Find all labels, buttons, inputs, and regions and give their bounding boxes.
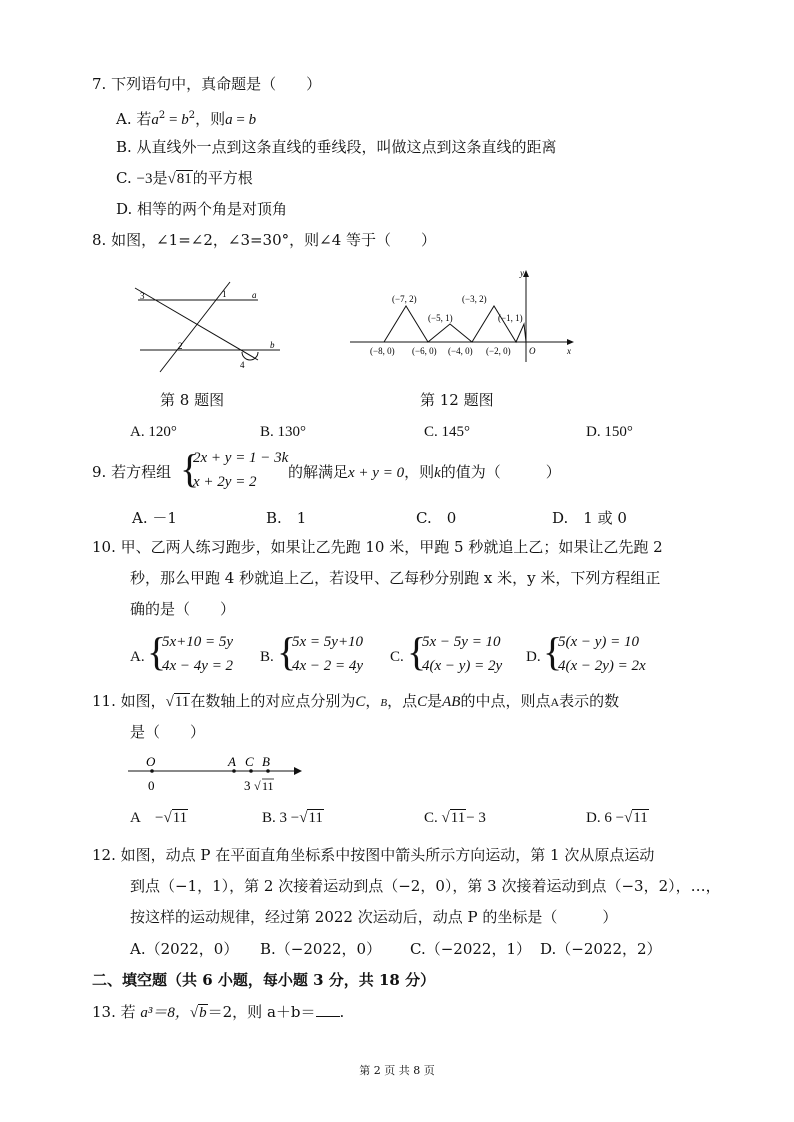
svg-text:(−2, 0): (−2, 0): [486, 346, 511, 356]
q7-option-b: B. 从直线外一点到这条直线的垂线段，叫做这点到这条直线的距离: [116, 138, 557, 156]
fig12-x-label: x: [567, 346, 571, 356]
q7-option-c: C. −3是√81的平方根: [116, 169, 253, 187]
q10-line-3: 确的是（ ）: [130, 600, 236, 618]
q8-option-c: C. 145°: [424, 424, 471, 440]
q12-option-a: A.（2022，0）: [130, 940, 239, 958]
q10-a-brace: {: [147, 629, 167, 674]
fig12-caption: 第 12 题图: [420, 391, 494, 409]
q11-option-b: B. 3 −√11: [262, 810, 323, 826]
q8-option-b: B. 130°: [260, 424, 307, 440]
q11-line-1: 11. 如图，√11在数轴上的对应点分别为C，B，点C是AB的中点，则点A表示的数: [92, 692, 620, 710]
q11-option-c: C. √11− 3: [424, 810, 486, 826]
q9-condition: 的解满足x + y = 0，则k的值为（ ）: [288, 463, 561, 481]
fig12-y-label: y: [520, 268, 524, 278]
svg-text:11: 11: [262, 779, 274, 793]
figure-12: [348, 266, 584, 366]
q13: 13. 若 a³＝8，√b＝2，则 a＋b＝ .: [92, 1003, 345, 1021]
q11-number-line: [126, 752, 306, 796]
q13-answer-blank[interactable]: [316, 1002, 340, 1017]
svg-text:3: 3: [244, 778, 251, 793]
fig8-caption: 第 8 题图: [160, 391, 225, 409]
q10-option-d-label: D.: [526, 649, 541, 665]
svg-text:B: B: [262, 754, 270, 769]
svg-text:(−6, 0): (−6, 0): [412, 346, 437, 356]
svg-text:C: C: [245, 754, 254, 769]
q8-option-a: A. 120°: [130, 424, 177, 440]
page-footer: 第 2 页 共 8 页: [359, 1064, 435, 1077]
q9-option-a: A. －1: [132, 509, 177, 527]
q8-stem: 8. 如图，∠1=∠2，∠3=30°，则∠4 等于（ ）: [92, 231, 437, 249]
q12-line-1: 12. 如图，动点 P 在平面直角坐标系中按图中箭头所示方向运动，第 1 次从原点运动: [92, 846, 655, 864]
q9-option-b: B. 1: [266, 509, 307, 527]
fig12-origin: O: [529, 346, 536, 356]
q12-option-b: B.（−2022，0）: [260, 940, 382, 958]
svg-text:0: 0: [148, 778, 155, 793]
svg-text:(−5, 1): (−5, 1): [428, 313, 453, 323]
q9-option-c: C. 0: [416, 509, 457, 527]
q12-line-2: 到点（−1，1），第 2 次接着运动到点（−2，0），第 3 次接着运动到点（−3，2），…，: [130, 877, 721, 895]
q10-line-1: 10. 甲、乙两人练习跑步，如果让乙先跑 10 米，甲跑 5 秒就追上乙；如果让乙先跑 2: [92, 538, 663, 556]
q9-option-d: D. 1 或 0: [552, 509, 627, 527]
q11-option-a: A −√11: [130, 810, 188, 826]
q8-option-d: D. 150°: [586, 424, 633, 440]
q10-d-brace: {: [543, 629, 563, 674]
fig8-label-b: b: [270, 340, 275, 350]
q9-pre: 9. 若方程组: [92, 463, 172, 481]
fig8-label-3: 3: [140, 291, 145, 301]
svg-text:(−7, 2): (−7, 2): [392, 294, 417, 304]
svg-text:(−1, 1): (−1, 1): [498, 313, 523, 323]
q12-line-3: 按这样的运动规律，经过第 2022 次运动后，动点 P 的坐标是（ ）: [130, 908, 618, 926]
svg-text:A: A: [228, 754, 236, 769]
svg-text:(−4, 0): (−4, 0): [448, 346, 473, 356]
fig8-label-2: 2: [178, 341, 183, 351]
figure-8: [130, 280, 290, 375]
fig8-label-1: 1: [222, 289, 227, 299]
q9-brace: {: [180, 446, 200, 491]
q10-c-brace: {: [407, 629, 427, 674]
q10-b-brace: {: [277, 629, 297, 674]
transversal-2: [160, 282, 230, 372]
q11-line-2: 是（ ）: [130, 723, 206, 741]
section-2-title: 二、填空题（共 6 小题，每小题 3 分，共 18 分）: [92, 971, 436, 989]
fig8-label-4: 4: [240, 360, 245, 370]
svg-text:√: √: [254, 779, 261, 793]
q7-option-d: D. 相等的两个角是对顶角: [116, 200, 288, 218]
q10-option-a-label: A.: [130, 649, 145, 665]
q12-option-d: D.（−2022，2）: [540, 940, 662, 958]
transversal-1: [135, 288, 258, 360]
fig8-label-a: a: [252, 290, 257, 300]
svg-text:(−8, 0): (−8, 0): [370, 346, 395, 356]
q10-option-b-label: B.: [260, 649, 274, 665]
q10-line-2: 秒，那么甲跑 4 秒就追上乙，若设甲、乙每秒分别跑 x 米，y 米，下列方程组正: [130, 569, 661, 587]
q7-option-a: A. 若$a^2 = b^2$，则a = b: [116, 110, 257, 128]
q12-option-c: C.（−2022，1）: [410, 940, 531, 958]
svg-text:O: O: [146, 754, 156, 769]
q10-option-c-label: C.: [390, 649, 404, 665]
svg-text:(−3, 2): (−3, 2): [462, 294, 487, 304]
q11-option-d: D. 6 −√11: [586, 810, 648, 826]
q7-stem: 7. 下列语句中，真命题是（ ）: [92, 75, 322, 93]
